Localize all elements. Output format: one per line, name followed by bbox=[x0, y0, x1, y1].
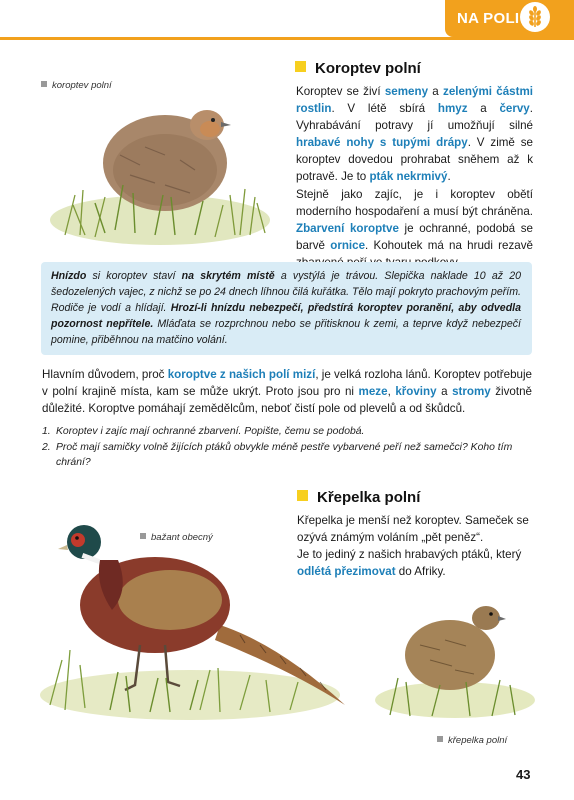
text-run: , bbox=[387, 385, 396, 399]
keyword-text: ornice bbox=[330, 238, 366, 252]
text-run: . Kohoutek má na hrudi rezavě bbox=[365, 238, 533, 252]
krepelka-text bbox=[297, 512, 537, 580]
info-box bbox=[41, 262, 532, 355]
question-1: 1. Koroptev i zajíc mají ochranné zbarvení. Popište, čemu se podobá. bbox=[42, 426, 365, 437]
text-run: Koroptev se živí bbox=[296, 85, 385, 98]
text-run: do Afriky. bbox=[395, 565, 446, 579]
keyword-text: stromy bbox=[452, 385, 491, 399]
text-run: . V zimě se koroptev dovedou prohrabat sněhem až k potravě. Je to bbox=[296, 136, 533, 184]
text-run: . V létě sbírá bbox=[331, 102, 438, 116]
keyword-text: červy bbox=[499, 102, 530, 116]
koroptev-paragraph-2 bbox=[296, 186, 533, 271]
keyword-text: pták nekrmivý bbox=[369, 170, 448, 184]
koroptev-text bbox=[296, 83, 533, 271]
keyword-text: odlétá přezimovat bbox=[297, 565, 396, 579]
caption-koroptev: koroptev polní bbox=[41, 80, 112, 91]
question-2: 2. Proč mají samičky volně žijících ptáků obvykle méně pestře vybarvené peří než samečci? Koho tím chrání? bbox=[42, 442, 513, 468]
header-rule bbox=[0, 37, 574, 40]
text-run: je ochranné, podobá se barvě bbox=[296, 221, 533, 252]
info-box-text bbox=[51, 268, 521, 348]
keyword-text: semeny bbox=[384, 85, 429, 98]
section-title: NA POLI bbox=[457, 10, 520, 27]
quail-illustration bbox=[370, 590, 540, 725]
keyword-text: Zbarvení koroptve bbox=[296, 221, 399, 235]
koroptev-paragraph-1 bbox=[296, 83, 533, 186]
text-run: a bbox=[467, 102, 500, 116]
keyword-text: koroptve z našich polí mizí bbox=[167, 368, 316, 381]
keyword-text: hrabavé nohy s tupými drápy bbox=[296, 136, 468, 150]
text-run: . bbox=[447, 170, 451, 184]
bold-text: Hrozí-li hnízdu nebezpečí, předstírá koroptev poranění, aby odvedla pozornost nepřítele. bbox=[51, 302, 521, 330]
text-run: Hlavním důvodem, proč bbox=[42, 368, 168, 381]
caption-bazant: bažant obecný bbox=[140, 532, 213, 543]
caption-krepelka: křepelka polní bbox=[437, 735, 507, 746]
keyword-text: hmyz bbox=[437, 102, 468, 116]
keyword-text: zelenými částmi rostlin bbox=[296, 85, 533, 116]
text-run: si koroptev staví bbox=[86, 270, 182, 282]
text-run: . Vyhrabávání potravy jí umožňují silné bbox=[296, 102, 533, 133]
bold-text: na skrytém místě bbox=[181, 270, 275, 282]
text-run: a vystýlá je trávou. Slepička naklade 10 až 20 šedozelených vajec, z nichž se po 24 dnech líhnou čilá kuřátka. Tělo mají pokryto prachovým peřím. Rodiče je vodí a hlídají. bbox=[51, 270, 522, 314]
text-run: Mláďata se rozprchnou nebo se přitisknou k zemi, a teprve když nebezpečí pomine, přiběhnou na matčino volání. bbox=[51, 318, 521, 346]
text-run: a bbox=[436, 385, 453, 399]
page-number: 43 bbox=[516, 767, 531, 782]
bold-text: Hnízdo bbox=[51, 270, 87, 282]
wheat-icon bbox=[520, 2, 550, 32]
heading-koroptev: Koroptev polní bbox=[295, 60, 421, 77]
text-run: Stejně jako zajíc, je i koroptev obětí moderního hospodaření a musí být chráněna. bbox=[296, 187, 533, 218]
keyword-text: meze bbox=[358, 385, 388, 399]
partridge-illustration bbox=[45, 85, 285, 260]
text-run: životně důležité. Koroptve pomáhají zemědělcům, neboť čistí pole od plevelů a od škůdců. bbox=[42, 385, 532, 416]
text-run: , je velká rozloha lánů. Koroptev potřebuje v polní krajině místa, kam se může ukrýt. Proto jsou pro ni bbox=[42, 368, 532, 399]
heading-krepelka: Křepelka polní bbox=[297, 489, 420, 506]
text-run: a bbox=[428, 85, 444, 98]
keyword-text: křoviny bbox=[395, 385, 437, 399]
main-paragraph bbox=[42, 366, 532, 417]
section-tab bbox=[445, 0, 574, 37]
text-run: Je to jediný z našich hrabavých ptáků, který bbox=[297, 548, 522, 562]
text-run: Křepelka je menší než koroptev. Sameček se ozývá známým voláním „pět peněz“. bbox=[297, 514, 529, 545]
